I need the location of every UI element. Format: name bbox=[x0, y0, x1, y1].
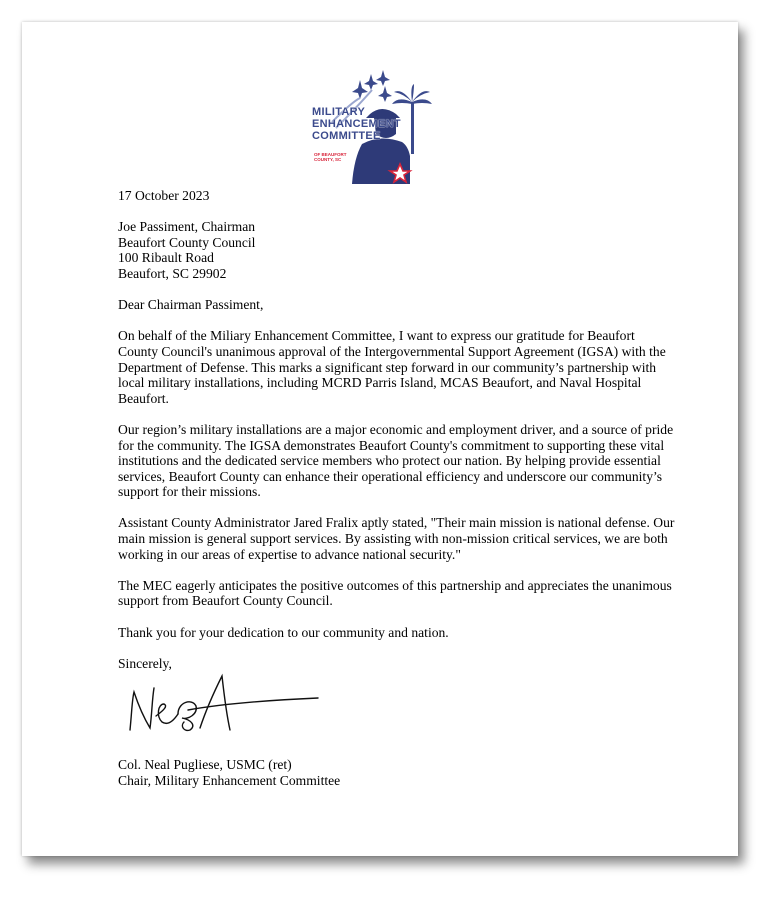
logo-sub-line-1: OF BEAUFORT bbox=[314, 152, 347, 157]
logo-line-3: COMMITTEE bbox=[312, 130, 381, 142]
paragraph-5: Thank you for your dedication to our community and nation. bbox=[118, 624, 449, 640]
closing: Sincerely, bbox=[118, 655, 172, 671]
recipient-city: Beaufort, SC 29902 bbox=[118, 265, 227, 281]
signer-name: Col. Neal Pugliese, USMC (ret) bbox=[118, 757, 292, 772]
signature-icon bbox=[122, 670, 322, 740]
logo-line-1: MILITARY bbox=[312, 106, 366, 118]
signature-block bbox=[118, 757, 340, 788]
letter-date: 17 October 2023 bbox=[118, 188, 210, 203]
logo-line-2: ENHANCEMENT bbox=[312, 118, 401, 130]
recipient-org: Beaufort County Council bbox=[118, 234, 256, 250]
paragraph-2: Our region’s military installations are a major economic and employment driver, and a source of pride for the community. The IGSA demonstrates Beaufort County's commitment to supporting these vital institutions and the dedicated service members who protect our nation. By helping provide essential services, Beaufort County can enhance their operational efficiency and underscore our community’s support for their missions. bbox=[118, 421, 674, 500]
salutation: Dear Chairman Passiment, bbox=[118, 297, 264, 313]
logo-sub-line-2: COUNTY, SC bbox=[314, 157, 342, 162]
letter-body bbox=[118, 188, 678, 671]
signer-title: Chair, Military Enhancement Committee bbox=[118, 772, 341, 788]
recipient-address bbox=[118, 219, 678, 281]
recipient-name: Joe Passiment, Chairman bbox=[118, 219, 256, 235]
paragraph-3: Assistant County Administrator Jared Fralix aptly stated, "Their main mission is national defense. Our main mission is general support services. By assisting with non-mission critical services, we are both working in our areas of expertise to advance national security." bbox=[118, 515, 675, 562]
paragraph-4: The MEC eagerly anticipates the positive outcomes of this partnership and appreciates the unanimous support from Beaufort County Council. bbox=[118, 577, 672, 609]
logo-subtitle bbox=[314, 152, 354, 162]
recipient-street: 100 Ribault Road bbox=[118, 250, 214, 266]
logo-wordmark bbox=[312, 106, 402, 142]
paragraph-1: On behalf of the Miliary Enhancement Committee, I want to express our gratitude for Beaufort County Council's unanimous approval of the Intergovernmental Support Agreement (IGSA) with the Department of Defense. This marks a significant step forward in our community’s partnership with local military installations, including MCRD Parris Island, MCAS Beaufort, and Naval Hospital Beaufort. bbox=[118, 328, 666, 406]
letter-page bbox=[22, 22, 738, 856]
